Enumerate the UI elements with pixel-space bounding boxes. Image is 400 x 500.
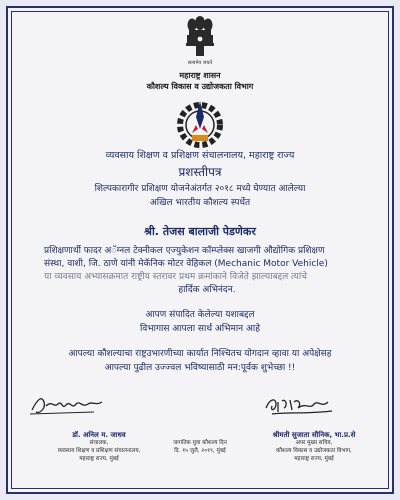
event-date-block xyxy=(158,439,242,455)
citation-line: संस्था, वाशी, जि. ठाणे यांनी मेकॅनिक मोटर वेहिकल (Mechanic Motor Vehicle) xyxy=(44,259,328,269)
pride-line: विभागास आपला सार्थ अभिमान आहे xyxy=(139,324,261,334)
citation-line: हार्दिक अभिनंदन. xyxy=(178,285,236,295)
secretary-signature xyxy=(262,392,338,420)
directorate-name: व्यवसाय शिक्षण व प्रशिक्षण संचालनालय, महाराष्ट्र राज्य xyxy=(105,150,295,161)
citation-text xyxy=(44,245,370,297)
emblem-motto: सत्यमेव जयते xyxy=(187,60,213,66)
signatory-office: व्यवसाय शिक्षण व प्रशिक्षण संचालनालय, xyxy=(57,448,141,454)
director-signature xyxy=(28,392,108,418)
director-signatory-block xyxy=(44,431,154,463)
signatory-designation: अपर मुख्य सचिव, xyxy=(295,440,333,446)
citation-line: प्रशिक्षणार्थी फादर अॅग्नल टेक्नीकल एज्युकेशन कॉम्प्लेक्स खाजगी औद्योगिक प्रशिक्षण xyxy=(44,246,325,256)
event-name: जागतिक युवा कौशल्य दिन xyxy=(173,440,227,446)
intro-line: अखिल भारतीय कौशल्य स्पर्धेत xyxy=(149,198,251,208)
intro-text xyxy=(30,182,370,210)
wishes-text xyxy=(30,347,370,375)
pride-text xyxy=(0,308,400,336)
national-emblem-icon xyxy=(182,14,218,60)
recipient-name: श्री. तेजस बालाजी पेडणेकर xyxy=(144,225,256,238)
signatory-name: श्रीमती सुजाता सौनिक, भा.प्र.से xyxy=(272,431,356,439)
signatory-place: महाराष्ट्र राज्य, मुंबई xyxy=(294,456,334,462)
citation-line: या व्यवसाय अभ्यासक्रमात राष्ट्रीय स्तरावर प्रथम क्रमांकाने विजेते झाल्याबद्दल त्यांचे xyxy=(44,272,307,282)
event-date: दि. १५ जुलै, २०१९, मुंबई xyxy=(174,448,226,454)
wishes-line: आपल्या कौशल्याचा राष्ट्रउभारणीच्या कार्यात निश्चितच योगदान व्हावा या अपेक्षेसह xyxy=(68,349,332,359)
department-name: कौशल्य विकास व उद्योजकता विभाग xyxy=(146,82,254,91)
wishes-line: आपल्या पुढील उज्ज्वल भविष्यासाठी मन:पूर्वक शुभेच्छा !! xyxy=(104,363,296,373)
signatory-designation: संचालक, xyxy=(89,440,109,446)
signatory-place: महाराष्ट्र राज्य, मुंबई xyxy=(79,456,119,462)
signatory-office: कौशल्य विकास व उद्योजकता विभाग, xyxy=(276,448,352,454)
intro-line: शिल्पकारागीर प्रशिक्षण योजनेअंतर्गत २०१८ मध्ये घेण्यात आलेल्या xyxy=(94,184,306,194)
government-name: महाराष्ट्र शासन xyxy=(179,71,221,80)
pride-line: आपण संपादित केलेल्या यशाबद्दल xyxy=(145,310,255,320)
signatory-name: डॉ. अनिल म. जाधव xyxy=(72,431,126,439)
certificate-title: प्रशस्तीपत्र xyxy=(178,165,222,179)
gear-rocket-logo-icon xyxy=(172,95,228,151)
secretary-signatory-block xyxy=(250,431,378,463)
